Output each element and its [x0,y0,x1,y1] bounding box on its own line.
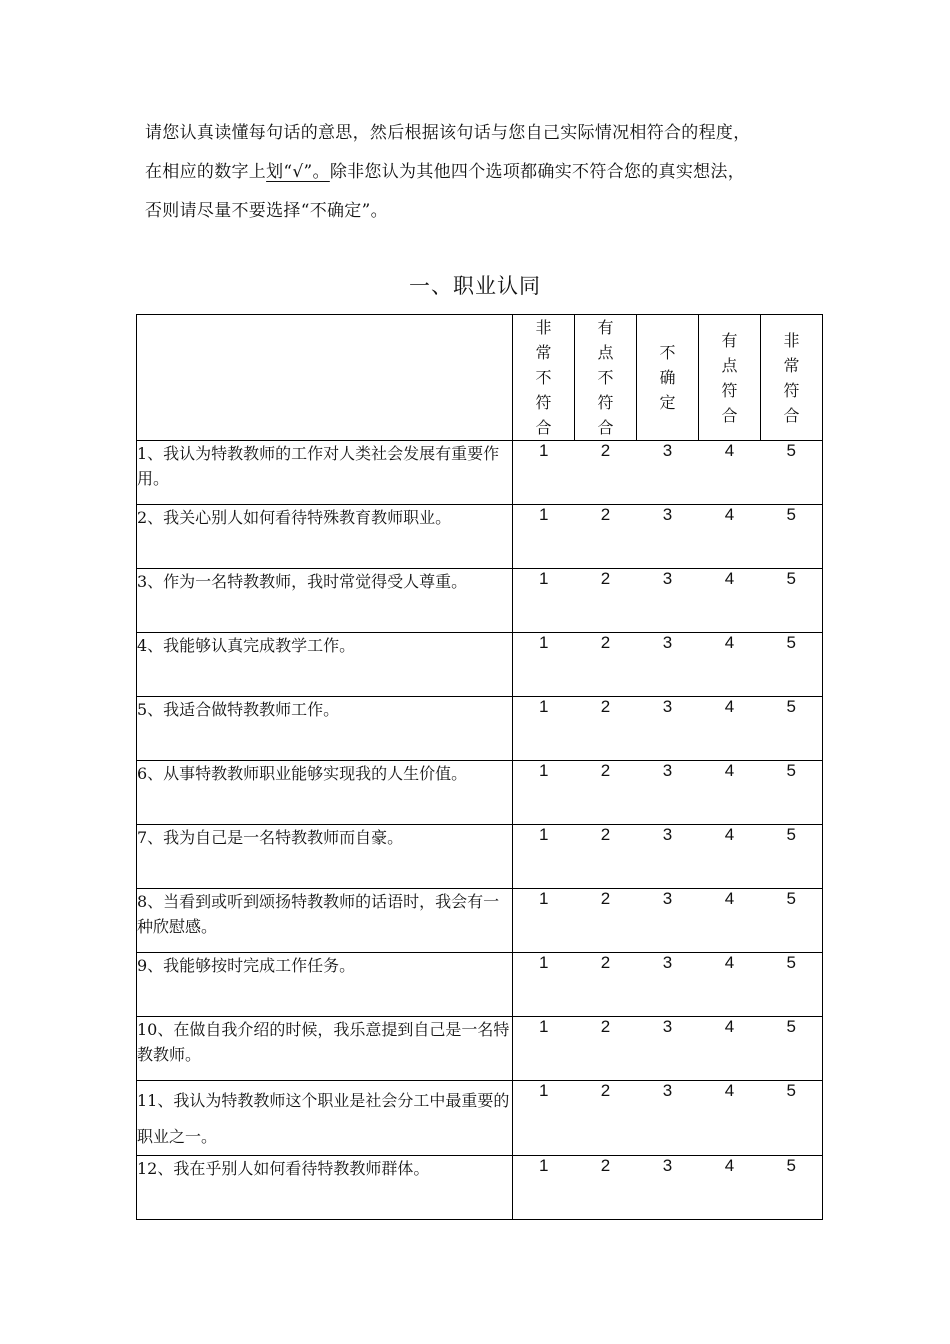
header-option-2: 有点不符合 [575,315,637,441]
rating-option-4[interactable]: 4 [699,1017,761,1081]
rating-option-1[interactable]: 1 [513,1017,575,1081]
rating-option-2[interactable]: 2 [575,1081,637,1156]
rating-option-5[interactable]: 5 [761,1081,823,1156]
rating-option-3[interactable]: 3 [637,1156,699,1220]
rating-option-3[interactable]: 3 [637,825,699,889]
rating-option-4[interactable]: 4 [699,825,761,889]
rating-option-1[interactable]: 1 [513,697,575,761]
question-text: 4、我能够认真完成教学工作。 [137,633,513,697]
rating-option-2[interactable]: 2 [575,505,637,569]
header-option-3: 不确定 [637,315,699,441]
table-row [137,633,823,697]
rating-option-4[interactable]: 4 [699,889,761,953]
instruction-line-2 [145,153,825,192]
header-option-1: 非常不符合 [513,315,575,441]
rating-option-1[interactable]: 1 [513,505,575,569]
question-text: 9、我能够按时完成工作任务。 [137,953,513,1017]
table-row [137,761,823,825]
question-text: 2、我关心别人如何看待特殊教育教师职业。 [137,505,513,569]
rating-option-3[interactable]: 3 [637,569,699,633]
rating-option-4[interactable]: 4 [699,761,761,825]
rating-option-3[interactable]: 3 [637,953,699,1017]
rating-option-1[interactable]: 1 [513,633,575,697]
rating-option-1[interactable]: 1 [513,761,575,825]
rating-option-5[interactable]: 5 [761,569,823,633]
rating-option-5[interactable]: 5 [761,1017,823,1081]
instruction-line-2-start: 在相应的数字上 [145,162,267,182]
rating-option-1[interactable]: 1 [513,825,575,889]
table-row [137,953,823,1017]
instructions [145,114,825,231]
rating-option-4[interactable]: 4 [699,697,761,761]
rating-option-2[interactable]: 2 [575,633,637,697]
rating-option-4[interactable]: 4 [699,441,761,505]
question-text: 7、我为自己是一名特教教师而自豪。 [137,825,513,889]
table-row [137,505,823,569]
rating-option-3[interactable]: 3 [637,697,699,761]
rating-option-3[interactable]: 3 [637,633,699,697]
rating-option-4[interactable]: 4 [699,569,761,633]
instruction-line-3: 否则请尽量不要选择“不确定”。 [145,201,388,221]
table-row [137,1081,823,1156]
question-text: 10、在做自我介绍的时候，我乐意提到自己是一名特教教师。 [137,1017,513,1081]
rating-option-2[interactable]: 2 [575,1156,637,1220]
table-row [137,825,823,889]
table-row [137,1017,823,1081]
rating-option-5[interactable]: 5 [761,761,823,825]
rating-option-2[interactable]: 2 [575,953,637,1017]
question-text: 12、我在乎别人如何看待特教教师群体。 [137,1156,513,1220]
rating-option-2[interactable]: 2 [575,761,637,825]
question-text: 6、从事特教教师职业能够实现我的人生价值。 [137,761,513,825]
rating-option-4[interactable]: 4 [699,1081,761,1156]
question-text: 5、我适合做特教教师工作。 [137,697,513,761]
rating-option-5[interactable]: 5 [761,953,823,1017]
rating-option-4[interactable]: 4 [699,505,761,569]
rating-option-2[interactable]: 2 [575,889,637,953]
question-text: 1、我认为特教教师的工作对人类社会发展有重要作用。 [137,441,513,505]
survey-body [137,441,823,1220]
rating-option-4[interactable]: 4 [699,953,761,1017]
rating-option-2[interactable]: 2 [575,697,637,761]
rating-option-3[interactable]: 3 [637,441,699,505]
instruction-check-mark-text: 划“√”。 [266,162,330,182]
table-row [137,889,823,953]
rating-option-2[interactable]: 2 [575,441,637,505]
rating-option-1[interactable]: 1 [513,1081,575,1156]
rating-option-3[interactable]: 3 [637,889,699,953]
survey-table [136,314,823,1220]
rating-option-4[interactable]: 4 [699,633,761,697]
rating-option-5[interactable]: 5 [761,505,823,569]
rating-option-2[interactable]: 2 [575,1017,637,1081]
header-row [137,315,823,441]
header-option-5: 非常符合 [761,315,823,441]
rating-option-1[interactable]: 1 [513,569,575,633]
rating-option-2[interactable]: 2 [575,569,637,633]
section-title: 一、职业认同 [409,274,541,298]
rating-option-5[interactable]: 5 [761,889,823,953]
rating-option-5[interactable]: 5 [761,441,823,505]
rating-option-3[interactable]: 3 [637,1081,699,1156]
rating-option-1[interactable]: 1 [513,889,575,953]
rating-option-3[interactable]: 3 [637,505,699,569]
rating-option-3[interactable]: 3 [637,1017,699,1081]
rating-option-1[interactable]: 1 [513,953,575,1017]
instruction-line-2-end: 除非您认为其他四个选项都确实不符合您的真实想法， [329,162,746,182]
rating-option-4[interactable]: 4 [699,1156,761,1220]
rating-option-3[interactable]: 3 [637,761,699,825]
question-text: 3、作为一名特教教师，我时常觉得受人尊重。 [137,569,513,633]
question-text: 11、我认为特教教师这个职业是社会分工中最重要的职业之一。 [137,1081,513,1156]
rating-option-5[interactable]: 5 [761,633,823,697]
rating-option-1[interactable]: 1 [513,441,575,505]
table-row [137,1156,823,1220]
rating-option-5[interactable]: 5 [761,697,823,761]
header-option-4: 有点符合 [699,315,761,441]
rating-option-5[interactable]: 5 [761,1156,823,1220]
rating-option-1[interactable]: 1 [513,1156,575,1220]
table-row [137,441,823,505]
table-row [137,697,823,761]
instruction-line-1: 请您认真读懂每句话的意思，然后根据该句话与您自己实际情况相符合的程度， [145,123,751,143]
rating-option-2[interactable]: 2 [575,825,637,889]
rating-option-5[interactable]: 5 [761,825,823,889]
table-row [137,569,823,633]
question-text: 8、当看到或听到颂扬特教教师的话语时，我会有一种欣慰感。 [137,889,513,953]
header-blank-cell [137,315,513,441]
